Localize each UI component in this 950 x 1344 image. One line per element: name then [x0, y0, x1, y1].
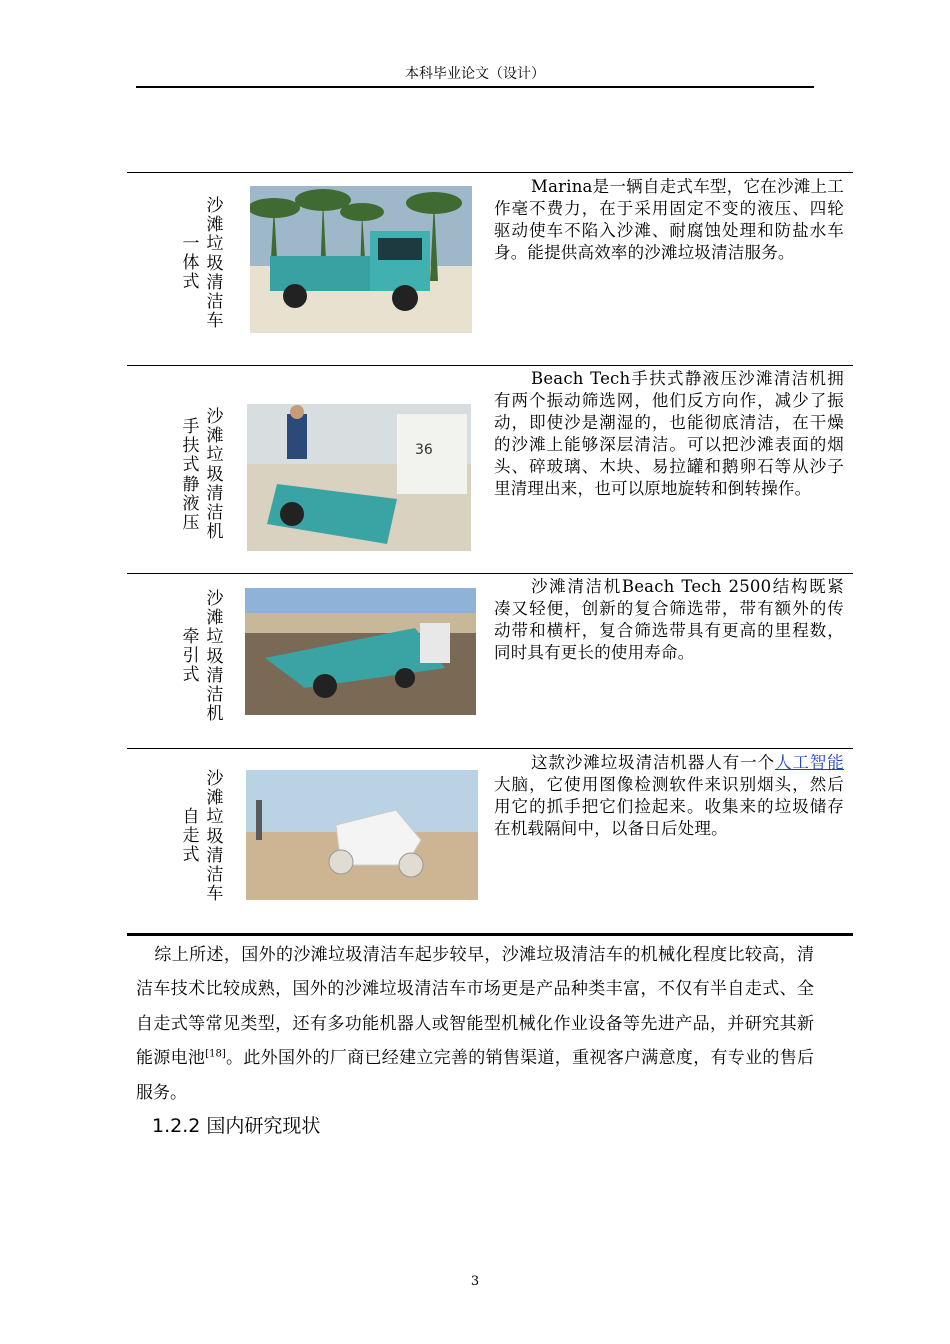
label-column: 一体式	[182, 234, 200, 293]
page-header	[136, 64, 814, 88]
svg-text:36: 36	[415, 442, 433, 458]
label-column: 牵引式	[182, 627, 200, 686]
label-column: 沙滩垃圾清洁机	[206, 407, 224, 543]
label-column: 自走式	[182, 807, 200, 866]
label-column: 沙滩垃圾清洁车	[206, 769, 224, 905]
table-bottom-rule	[127, 933, 853, 936]
walk-behind-cleaner-photo	[247, 404, 471, 551]
citation[interactable]: [18]	[205, 1048, 226, 1060]
towed-cleaner-photo	[245, 588, 476, 715]
paragraph-text: 。此外国外的厂商已经建立完善的销售渠道，重视客户满意度，有专业的售后服务。	[136, 1048, 815, 1103]
table-row-label	[180, 197, 226, 331]
row-description	[494, 752, 844, 840]
section-heading: 1.2.2 国内研究现状	[152, 1115, 321, 1137]
beach-cleaning-truck-photo	[250, 186, 472, 333]
description-text: 大脑，它使用图像检测软件来识别烟头，然后用它的抓手把它们捡起来。收集来的垃圾储存在机载隔间中，以备日后处理。	[494, 775, 844, 838]
header-title: 本科毕业论文（设计）	[405, 66, 545, 82]
label-column: 手扶式静液压	[182, 417, 200, 534]
table-row-divider	[127, 748, 853, 749]
label-column: 沙滩垃圾清洁机	[206, 589, 224, 725]
row-description: Marina是一辆自走式车型，它在沙滩上工作毫不费力，在于采用固定不变的液压、四轮驱动使车不陷入沙滩、耐腐蚀处理和防盐水车身。能提供高效率的沙滩垃圾清洁服务。	[494, 177, 844, 262]
table-row-divider	[127, 365, 853, 366]
autonomous-robot-photo	[246, 770, 478, 900]
table-top-rule	[127, 172, 853, 173]
body-paragraph	[136, 938, 814, 1110]
table-row-label	[180, 590, 226, 724]
row-description: 沙滩清洁机Beach Tech 2500结构既紧凑又轻便，创新的复合筛选带，带有额外的传动带和横杆，复合筛选带具有更高的里程数，同时具有更长的使用寿命。	[494, 577, 844, 662]
table-row-label	[180, 770, 226, 904]
table-row-divider	[127, 573, 853, 574]
page-number: 3	[470, 1274, 480, 1289]
description-text: 这款沙滩垃圾清洁机器人有一个	[531, 753, 775, 772]
paragraph-text: 综上所述，国外的沙滩垃圾清洁车起步较早，沙滩垃圾清洁车的机械化程度比较高，清洁车技术比较成熟，国外的沙滩垃圾清洁车市场更是产品种类丰富，不仅有半自走式、全自走式等常见类型，还有多功能机器人或智能型机械化作业设备等先进产品，并研究其新能源电池	[136, 945, 814, 1069]
label-column: 沙滩垃圾清洁车	[206, 196, 224, 332]
ai-link[interactable]: 人工智能	[775, 753, 844, 772]
row-description: Beach Tech手扶式静液压沙滩清洁机拥有两个振动筛选网，他们反方向作，减少了振动，即使沙是潮湿的，也能彻底清洁，在干燥的沙滩上能够深层清洁。可以把沙滩表面的烟头、碎玻璃、木块、易拉罐和鹅卵石等从沙子里清理出来，也可以原地旋转和倒转操作。	[494, 369, 844, 498]
table-row-label	[180, 408, 226, 542]
